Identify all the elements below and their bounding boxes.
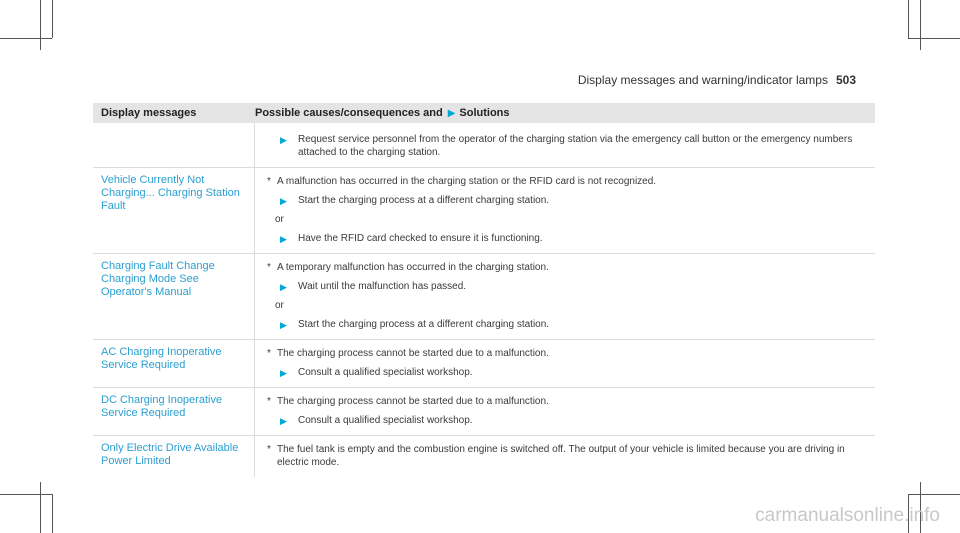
col-header-causes (255, 107, 875, 119)
crop-mark (920, 0, 921, 50)
solution-arrow-icon: ▶ (280, 135, 287, 145)
table-header (93, 103, 875, 123)
crop-mark (52, 0, 53, 38)
solution-arrow-icon: ▶ (280, 320, 287, 330)
causes-cell (255, 388, 875, 435)
solution-item: ▶ Consult a qualified specialist workshop. (280, 415, 473, 426)
solution-arrow-icon: ▶ (280, 368, 287, 378)
table-row (93, 123, 875, 168)
crop-mark (908, 494, 960, 495)
table-row (93, 436, 875, 477)
col-header-solutions-text: Solutions (459, 107, 510, 119)
crop-mark (0, 38, 52, 39)
crop-mark (52, 494, 53, 533)
page-number: 503 (835, 73, 856, 87)
or-label: or (275, 300, 284, 311)
running-header (578, 73, 856, 87)
watermark: carmanualsonline.info (755, 505, 940, 526)
solution-item: ▶ Consult a qualified specialist workshop. (280, 367, 473, 378)
col-header-messages: Display messages (101, 107, 197, 119)
causes-cell (255, 168, 875, 253)
crop-mark (908, 0, 909, 38)
solution-arrow-icon: ▶ (280, 234, 287, 244)
cause-text: * The charging process cannot be started due to a malfunction. (267, 347, 869, 360)
message-cell (93, 123, 255, 167)
cause-text: * A malfunction has occurred in the charging station or the RFID card is not recognized. (267, 175, 869, 188)
header-title: Display messages and warning/indicator lamps (577, 73, 828, 87)
solution-arrow-icon: ▶ (280, 282, 287, 292)
message-cell: DC Charging Inoperative Service Required (93, 388, 255, 435)
or-label: or (275, 214, 284, 225)
crop-mark (0, 494, 52, 495)
solution-arrow-icon: ▶ (280, 416, 287, 426)
display-messages-table (93, 103, 875, 477)
solution-item: ▶ Have the RFID card checked to ensure it is functioning. (280, 233, 543, 244)
table-row (93, 168, 875, 254)
causes-cell (255, 123, 875, 167)
crop-mark (40, 482, 41, 533)
cause-text: * The charging process cannot be started due to a malfunction. (267, 395, 869, 408)
crop-mark (40, 0, 41, 50)
table-row (93, 388, 875, 436)
cause-text: * A temporary malfunction has occurred in the charging station. (267, 261, 869, 274)
message-cell: AC Charging Inoperative Service Required (93, 340, 255, 387)
col-header-causes-text: Possible causes/consequences and (255, 107, 443, 119)
message-cell: Charging Fault Change Charging Mode See Operator's Manual (93, 254, 255, 339)
table-row (93, 254, 875, 340)
causes-cell (255, 254, 875, 339)
solution-arrow-icon: ▶ (280, 196, 287, 206)
solution-item: ▶ Wait until the malfunction has passed. (280, 281, 467, 292)
message-cell: Vehicle Currently Not Charging... Charging Station Fault (93, 168, 255, 253)
solution-arrow-icon: ▶ (447, 107, 456, 119)
causes-cell (255, 340, 875, 387)
table-row (93, 340, 875, 388)
message-cell: Only Electric Drive Available Power Limited (93, 436, 255, 477)
crop-mark (908, 38, 960, 39)
solution-item: ▶ Request service personnel from the operator of the charging station via the emergency call button or the emergency numbers attached to the charging station. (280, 134, 853, 158)
cause-text: * The fuel tank is empty and the combustion engine is switched off. The output of your vehicle is limited because you are driving in electric mode. (267, 443, 869, 469)
solution-item: ▶ Start the charging process at a different charging station. (280, 319, 550, 330)
solution-item: ▶ Start the charging process at a different charging station. (280, 195, 550, 206)
causes-cell (255, 436, 875, 477)
